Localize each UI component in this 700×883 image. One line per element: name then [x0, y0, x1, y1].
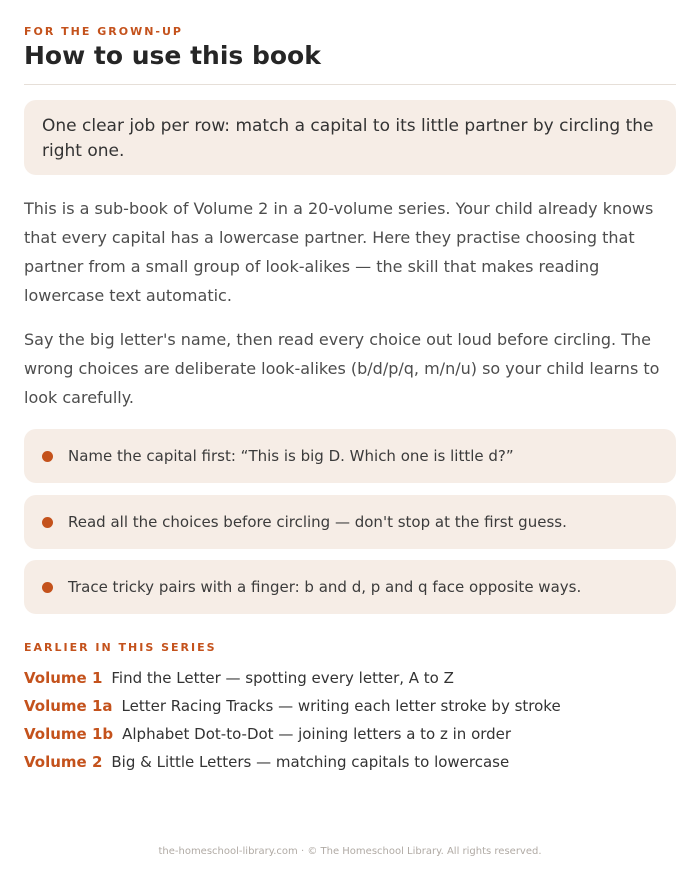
bullet-dot-icon	[42, 517, 53, 528]
series-volume-description: Big & Little Letters — matching capitals to lowercase	[111, 753, 510, 771]
tip-text: Read all the choices before circling — don't stop at the first guess.	[68, 513, 567, 531]
series-heading: EARLIER IN THIS SERIES	[24, 641, 217, 654]
series-list-item	[24, 722, 676, 750]
header-divider	[24, 84, 676, 85]
series-list-item	[24, 750, 676, 778]
series-list-item	[24, 666, 676, 694]
series-volume-label: Volume 1b	[24, 725, 114, 743]
tip-text: Trace tricky pairs with a finger: b and d, p and q face opposite ways.	[68, 578, 582, 596]
instructions-paragraph: Say the big letter's name, then read every choice out loud before circling. The wrong choices are deliberate look-alikes (b/d/p/q, m/n/u) so your child learns to look carefully.	[24, 330, 660, 407]
tip-text: Name the capital first: “This is big D. Which one is little d?”	[68, 447, 514, 465]
series-volume-description: Letter Racing Tracks — writing each letter stroke by stroke	[121, 697, 561, 715]
tip-card	[24, 429, 676, 483]
tip-card	[24, 495, 676, 549]
series-list	[24, 666, 676, 778]
series-list-item	[24, 694, 676, 722]
series-volume-label: Volume 1a	[24, 697, 113, 715]
page-title: How to use this book	[24, 41, 321, 70]
section-eyebrow: FOR THE GROWN-UP	[24, 25, 183, 38]
tip-card	[24, 560, 676, 614]
summary-callout	[24, 100, 676, 175]
series-volume-label: Volume 1	[24, 669, 103, 687]
bullet-dot-icon	[42, 582, 53, 593]
bullet-dot-icon	[42, 451, 53, 462]
intro-paragraph: This is a sub-book of Volume 2 in a 20-volume series. Your child already knows that every capital has a lowercase partner. Here they practise choosing that partner from a small group of look-alikes — the skill that makes reading lowercase text automatic.	[24, 199, 654, 305]
page-footer: the-homeschool-library.com · © The Homeschool Library. All rights reserved.	[158, 846, 542, 857]
series-volume-description: Find the Letter — spotting every letter, A to Z	[111, 669, 454, 687]
summary-callout-text: One clear job per row: match a capital to its little partner by circling the right one.	[42, 116, 654, 161]
series-volume-description: Alphabet Dot-to-Dot — joining letters a to z in order	[122, 725, 512, 743]
series-volume-label: Volume 2	[24, 753, 103, 771]
